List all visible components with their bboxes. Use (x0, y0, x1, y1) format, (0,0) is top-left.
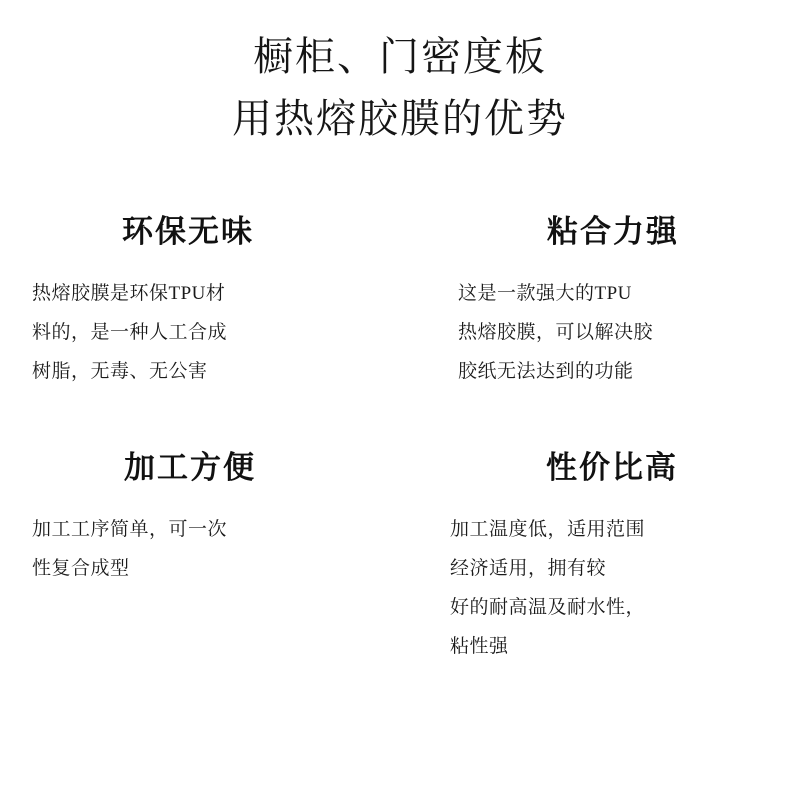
advantage-body-4-line-1: 加工温度低，适用范围 (450, 518, 646, 540)
advantage-body-1-line-1: 热熔胶膜是环保TPU材 (32, 283, 226, 304)
advantage-body-3-line-2: 性复合成型 (32, 557, 130, 579)
advantage-item-2 (400, 206, 800, 392)
advantage-heading-4: 性价比高 (546, 449, 678, 485)
advantage-body-4 (420, 511, 780, 667)
title-line-2: 用热熔胶膜的优势 (232, 96, 568, 141)
advantage-body-3-line-1: 加工工序简单，可一次 (32, 518, 228, 540)
advantage-body-1 (20, 275, 380, 392)
advantages-grid (0, 206, 800, 667)
advantage-body-3 (20, 511, 380, 589)
advantage-body-2-line-1: 这是一款强大的TPU (458, 283, 632, 304)
advantage-body-1-line-2: 料的，是一种人工合成 (32, 321, 228, 343)
advantage-body-2 (420, 275, 780, 392)
advantage-body-4-line-3: 好的耐高温及耐水性， (450, 596, 646, 618)
advantage-body-2-line-2: 热熔胶膜，可以解决胶 (458, 321, 654, 343)
advantage-heading-1: 环保无味 (122, 214, 254, 249)
advantage-body-2-line-3: 胶纸无法达到的功能 (458, 360, 634, 382)
advantage-heading-2: 粘合力强 (547, 214, 679, 249)
advantage-item-1 (0, 206, 400, 392)
page-title (0, 0, 800, 150)
advantage-item-4 (400, 392, 800, 667)
advantage-item-3 (0, 392, 400, 667)
advantage-heading-3: 加工方便 (124, 449, 256, 485)
advantage-body-1-line-3: 树脂，无毒、无公害 (32, 360, 208, 382)
advantage-body-4-line-2: 经济适用，拥有较 (450, 557, 607, 579)
title-line-1: 橱柜、门密度板 (253, 34, 547, 79)
advantage-body-4-line-4: 粘性强 (450, 635, 509, 657)
